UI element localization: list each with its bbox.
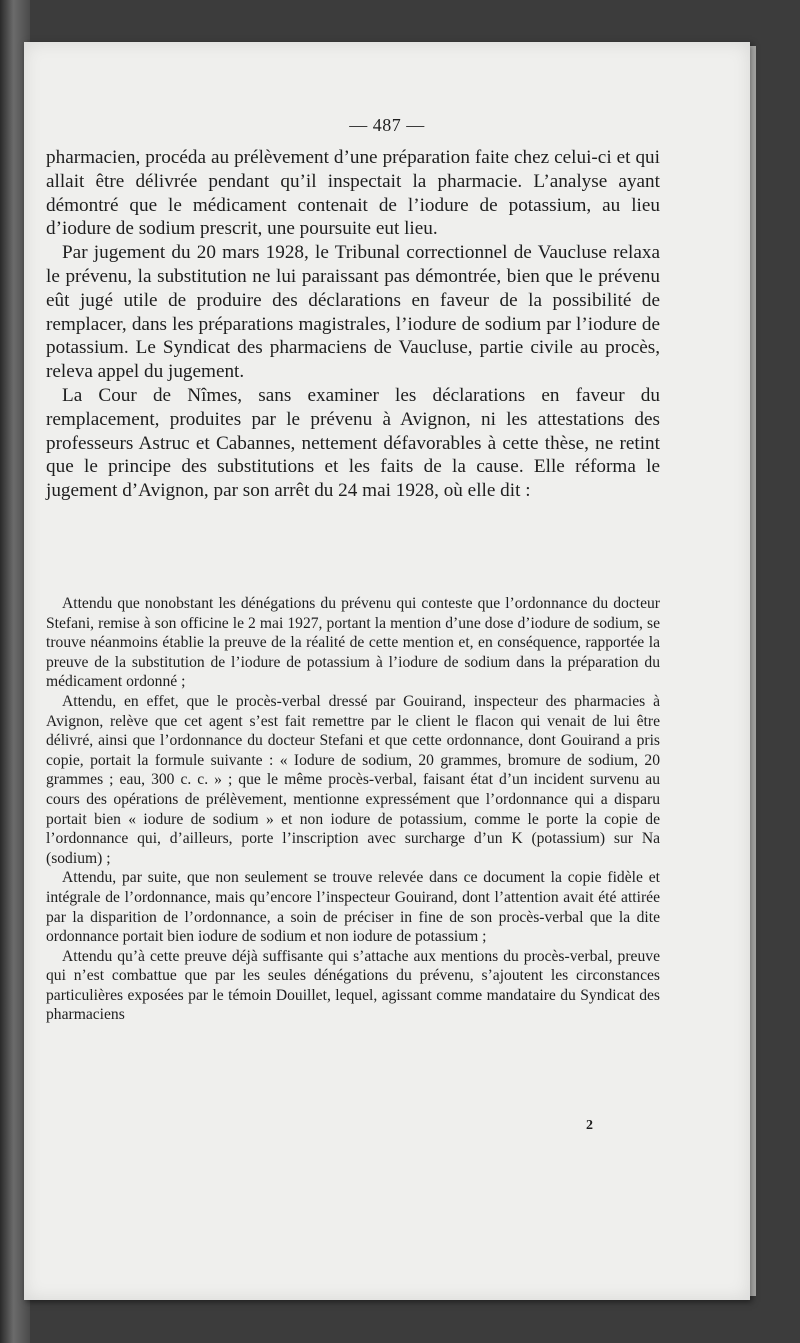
page-number: — 487 — — [349, 115, 425, 135]
quote-paragraph: Attendu, par suite, que non seulement se trouve relevée dans ce document la copie fidèle et intégrale de l’ordonnance, mais qu’encore l’inspecteur Gouirand, dont l’attention avait été attirée par la disparition de l’ordonnance, a soin de préciser in fine de son procès-verbal que la dite ordonnance portait bien iodure de sodium et non iodure de potassium ; — [46, 869, 660, 946]
quote-paragraph: Attendu, en effet, que le procès-verbal dressé par Gouirand, inspecteur des pharmacies à Avignon, relève que cet agent s’est fait remettre par le client le flacon qui venait de lui être délivré, ainsi que l’ordonnance du docteur Stefani et que cette ordonnance, dont Gouirand a pris copie, portait la formule suivante : « Iodure de sodium, 20 grammes, bromure de sodium, 20 grammes ; eau, 300 c. c. » ; que le même procès-verbal, faisant état d’un incident survenu au cours des opérations de prélèvement, mentionne expressément que l’ordonnance qui a disparu portait bien « iodure de sodium » et non iodure de potassium, comme le porte la copie de l’ordonnance qui, d’ailleurs, porte l’inscription avec surcharge d’un K (potassium) sur Na (sodium) ; — [46, 692, 660, 867]
quote-paragraph: Attendu que nonobstant les dénégations du prévenu qui conteste que l’ordonnance du docteur Stefani, remise à son officine le 2 mai 1927, portant la mention d’une dose d’iodure de sodium, se trouve néanmoins établie la preuve de la réalité de cette mention et, en conséquence, rapportée la preuve de la substitution de l’iodure de potassium à l’iodure de sodium dans la préparation du médicament ordonné ; — [46, 595, 660, 691]
signature-mark: 2 — [586, 1118, 593, 1133]
body-paragraph: Par jugement du 20 mars 1928, le Tribunal correctionnel de Vaucluse relaxa le prévenu, la substitution ne lui paraissant pas démontrée, bien que le prévenu eût jugé utile de produire des déclarations en faveur de la possibilité de remplacer, dans les préparations magistrales, l’iodure de sodium par l’iodure de potassium. Le Syndicat des pharmaciens de Vaucluse, partie civile au procès, releva appel du jugement. — [46, 242, 660, 383]
body-paragraph: pharmacien, procéda au prélèvement d’une préparation faite chez celui-ci et qui allait être délivrée pendant qu’il inspectait la pharmacie. L’analyse ayant démontré que le médicament contenait de l’iodure de potassium, au lieu d’iodure de sodium prescrit, une poursuite eut lieu. — [46, 147, 660, 240]
document-page — [24, 42, 750, 1300]
court-ruling-quote — [46, 594, 660, 1025]
quote-paragraph: Attendu qu’à cette preuve déjà suffisante qui s’attache aux mentions du procès-verbal, preuve qui n’est combattue que par les seules dénégations du prévenu, s’ajoutent les circonstances particulières exposées par le témoin Douillet, lequel, agissant comme mandataire du Syndicat des pharmaciens — [46, 947, 660, 1024]
body-text — [46, 146, 660, 503]
body-paragraph: La Cour de Nîmes, sans examiner les déclarations en faveur du remplacement, produites par le prévenu à Avignon, ni les attestations des professeurs Astruc et Cabannes, nettement défavorables à cette thèse, ne retint que le principe des substitutions et les faits de la cause. Elle réforma le jugement d’Avignon, par son arrêt du 24 mai 1928, où elle dit : — [46, 384, 660, 502]
